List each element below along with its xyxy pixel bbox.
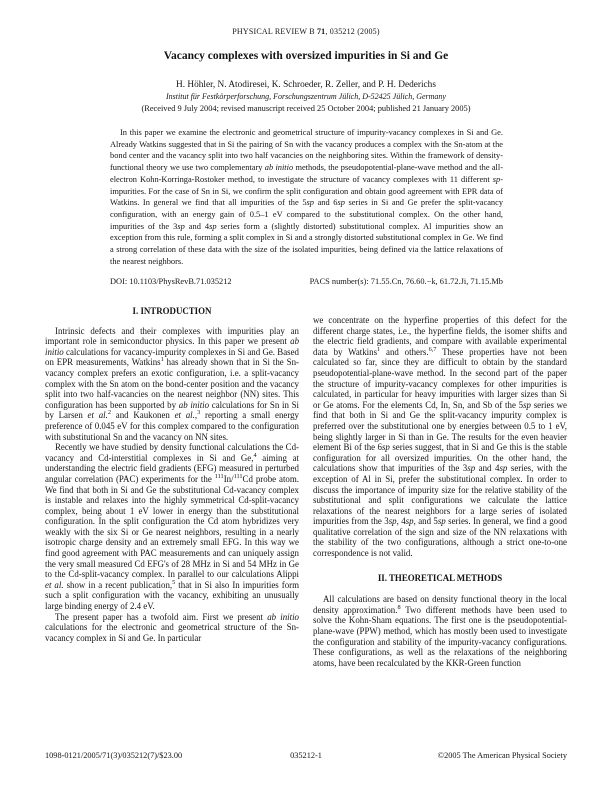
doi-pacs-row <box>110 277 503 286</box>
section-heading-theoretical-methods: II. THEORETICAL METHODS <box>377 572 503 583</box>
intro-paragraph-3: The present paper has a twofold aim. First we present ab initio calculations for the electronic and geometrical structure of the Sn-vacancy complex in Si and Ge. In particular <box>45 611 299 643</box>
left-column <box>45 302 299 668</box>
abstract: In this paper we examine the electronic and geometrical structure of impurity-vacancy complexes in Si and Ge. Already Watkins suggested that in Si the pairing of Sn with the vacancy produces a complex with the Sn-atom at the bond center and the vacancy split into two half vacancies on the neighboring sites. Within the framework of density-functional theory we use two complementary ab initio methods, the pseudopotential-plane-wave method and the all-electron Kohn-Korringa-Rostoker method, to investigate the structure of vacancy complexes with 11 different sp-impurities. For the case of Sn in Si, we confirm the split configuration and obtain good agreement with EPR data of Watkins. In general we find that all impurities of the 5sp and 6sp series in Si and Ge prefer the split-vacancy configuration, with an energy gain of 0.5–1 eV compared to the substitutional complex. On the other hand, impurities of the 3sp and 4sp series form a (slightly distorted) substitutional complex. Al impurities show an exception from this rule, forming a split complex in Si and a strongly distorted substitutional complex in Ge. We find a strong correlation of these data with the size of the isolated impurities, being defined via the lattice relaxations of the nearest neighbors. <box>110 128 504 266</box>
issn-pricing-code: 1098-0121/2005/71(3)/035212(7)/$23.00 <box>45 751 183 760</box>
section-heading-introduction: I. INTRODUCTION <box>132 306 212 316</box>
author-list: H. Höhler, N. Atodiresei, K. Schroeder, R. Zeller, and P. H. Dederichs <box>176 80 436 90</box>
received-dates: (Received 9 July 2004; revised manuscript received 25 October 2004; published 21 January 2005) <box>141 104 471 113</box>
pacs-numbers: PACS number(s): 71.55.Cn, 76.60.−k, 61.72.Ji, 71.15.Mb <box>309 277 503 286</box>
intro-paragraph-1: Intrinsic defects and their complexes with impurities play an important role in semiconductor physics. In this paper we present ab initio calculations for vacancy-impurity complexes in Si and Ge. Based on EPR measurements, Watkins$^1$ has already shown that in Si the Sn-vacancy complex prefers an exotic configuration, i.e. a split-vacancy complex with the Sn atom on the bond-center position and the vacancy split into two half-vacancies on the nearest neighbor (NN) sites. This configuration has been supported by ab initio calculations for Sn in Si by Larsen et al.$^2$ and Kaukonen et al.,$^3$ reporting a small energy preference of 0.045 eV for this complex compared to the configuration with substitutional Sn and the vacancy on NN sites. <box>45 325 299 442</box>
copyright-notice: ©2005 The American Physical Society <box>437 751 567 760</box>
doi: DOI: 10.1103/PhysRevB.71.035212 <box>110 277 232 286</box>
methods-paragraph-1: All calculations are based on density functional theory in the local density approximation.$^8$ Two different methods have been used to solve the Kohn-Sham equations. The first one is the pseudopotential-plane-wave (PPW) method, which has mostly been used to investigate the configuration and stability of the impurity-vacancy configurations. These configurations, as well as the relaxations of the neighboring atoms, have been recalculated by the KKR-Green function <box>313 594 567 668</box>
journal-header: PHYSICAL REVIEW B 71, 035212 (2005) <box>232 27 380 36</box>
right-column <box>313 302 567 668</box>
affiliation: Institut für Festkörperforschung, Forschungszentrum Jülich, D-52425 Jülich, Germany <box>166 92 446 101</box>
article-title: Vacancy complexes with oversized impurities in Si and Ge <box>163 50 449 62</box>
page-number: 035212-1 <box>290 751 322 760</box>
intro-paragraph-continuation: we concentrate on the hyperfine properties of this defect for the different charge states, i.e., the hyperfine fields, the isomer shifts and the electric field gradients, and compare with available experimental data by Watkins$^1$ and others.$^{6,7}$ These properties have not been calculated so far, since they are difficult to obtain by the standard pseudopotential-plane-wave method. In the second part of the paper the structure of impurity-vacancy complexes for other impurities is calculated, in particular for heavy impurities with larger sizes than Si or Ge atoms. For the elements Cd, In, Sn, and Sb of the 5sp series we find that both in Si and Ge the split-vacancy impurity complex is preferred over the substitutional one by energies between 0.5 to 1 eV, being slightly larger in Si than in Ge. The results for the even heavier element Bi of the 6sp series suggest, that in Si and Ge this is the stable configuration for all oversized impurities. On the other hand, the calculations show that impurities of the 3sp and 4sp series, with the exception of Al in Si, prefer the substitutional complex. In order to discuss the importance of impurity size for the relative stability of the substitutional and split configurations we calculate the lattice relaxations of the nearest neighbors for a large series of isolated impurities from the 3sp, 4sp, and 5sp series. In general, we find a good qualitative correlation of the sign and size of the NN relaxations with the stability of the two configurations, although a strict one-to-one correspondence is not valid. <box>313 315 567 559</box>
two-column-body <box>45 302 567 668</box>
page-footer <box>45 751 567 760</box>
intro-paragraph-2: Recently we have studied by density functional calculations the Cd-vacancy and Cd-interstitial complexes in Si and Ge,$^4$ aiming at understanding the electric field gradients (EFG) measured in perturbed angular correlation (PAC) experiments for the $^{111}$In/$^{111}$Cd probe atom. We find that both in Si and Ge the substitutional Cd-vacancy complex is instable and relaxes into the highly symmetrical Cd-split-vacancy complex, being about 1 eV lower in energy than the substitutional configuration. In the split configuration the Cd atom hybridizes very weakly with the six Si or Ge nearest neighbors, resulting in a nearly isotropic charge density and an extremely small EFG. In this way we find good agreement with PAC measurements and can uniquely assign the very small measured Cd EFG's of 28 MHz in Si and 54 MHz in Ge to the Cd-split-vacancy complex. In parallel to our calculations Alippi et al. show in a recent publication,$^5$ that in Si also In impurities form such a split configuration with the vacancy, exhibiting an unusually large binding energy of 2.4 eV. <box>45 442 300 612</box>
